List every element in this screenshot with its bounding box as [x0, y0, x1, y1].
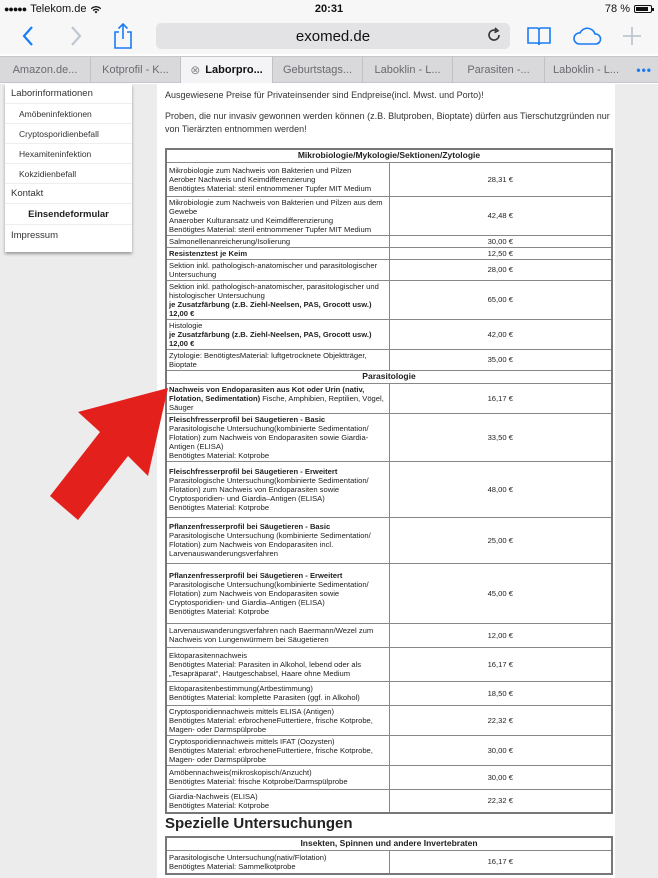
table-section-header [166, 837, 612, 850]
table-row [166, 647, 612, 681]
table-row [166, 735, 612, 765]
service-detail: Benötigtes Material: Kotprobe [169, 450, 270, 460]
service-detail: Histologie [169, 320, 203, 330]
service-description [166, 461, 389, 517]
table-row [166, 413, 612, 461]
price-cell: 16,17 € [389, 647, 612, 681]
service-detail: Parasitologische Untersuchung(nativ/Flotation) [169, 852, 327, 862]
sidebar-item-amoebeninfektionen[interactable]: Amöbeninfektionen [5, 104, 132, 124]
price-cell: 30,00 € [389, 235, 612, 247]
table-row [166, 196, 612, 235]
service-title: Resistenztest je Keim [169, 248, 248, 258]
service-description [166, 196, 389, 235]
tab-label: Amazon.de... [12, 64, 78, 76]
price-cell: 42,48 € [389, 196, 612, 235]
invertebrate-price-table [165, 836, 613, 875]
service-detail: Sektion inkl. pathologisch-anatomischer, parasitologischer und histologischer Untersuchung [169, 281, 379, 300]
tab-label: Laboklin - L... [374, 64, 441, 76]
service-detail: Aerober Nachweis und Keimdifferenzierung [169, 174, 316, 184]
service-title: Nachweis von Endoparasiten aus Kot oder Urin (nativ, Flotation, Sedimentation) [169, 384, 365, 403]
table-row [166, 623, 612, 647]
close-tab-icon[interactable]: ⊗ [190, 63, 201, 77]
battery-percent: 78 % [604, 3, 630, 15]
service-description [166, 563, 389, 623]
red-arrow-icon [44, 384, 194, 524]
new-tab-button[interactable] [620, 22, 644, 50]
sidebar-item-impressum[interactable]: Impressum [11, 230, 58, 241]
service-detail: Benötigtes Material: erbrocheneFuttertiere, frische Kotprobe, Magen- oder Darmspülprobe [169, 745, 373, 764]
service-title: Fleischfresserprofil bei Säugetieren - Basic [169, 414, 326, 424]
table-row [166, 349, 612, 370]
signal-icon: ●●●●● [4, 4, 27, 14]
sidebar-item-kontakt[interactable]: Kontakt [5, 184, 132, 204]
service-detail: Benötigtes Material: Parasiten in Alkohol, lebend oder als „Tesapräparat“, Hautgeschabsel, Haare ohne Medium [169, 659, 362, 678]
sidebar-item-kokzidienbefall[interactable]: Kokzidienbefall [5, 164, 132, 184]
tab-laborpro[interactable] [180, 57, 272, 83]
sidebar-item-cryptosporidienbefall[interactable]: Cryptosporidienbefall [5, 124, 132, 144]
sampling-note: Proben, die nur invasiv gewonnen werden können (z.B. Blutproben, Bioptate) dürfen aus Tierschutzgründen nur von Tierärzten entnommen werden! [165, 111, 610, 134]
service-title: Pflanzenfresserprofil bei Säugetieren - Erweitert [169, 570, 343, 580]
tab-label: Geburtstags... [282, 64, 353, 76]
service-extra: je Zusatzfärbung (z.B. Ziehl-Neelsen, PAS, Grocott usw.) 12,00 € [169, 299, 372, 318]
tab-laboklin-2[interactable] [544, 57, 622, 83]
price-note: Ausgewiesene Preise für Privateinsender sind Endpreise(incl. Mwst. und Porto)! [165, 90, 484, 100]
battery-icon [634, 5, 652, 13]
service-detail: Larvenauswanderungsverfahren nach Baermann/Wezel zum Nachweis von Lungenwürmern bei Säugetieren [169, 626, 374, 644]
forward-button[interactable] [64, 22, 88, 50]
service-detail: Benötigtes Material: komplette Parasiten (ggf. in Alkohol) [169, 693, 360, 702]
table-section-header [166, 370, 612, 383]
table-row [166, 162, 612, 196]
service-detail: Benötigtes Material: steril entnommener Tupfer MIT Medium [169, 183, 372, 193]
section-header-cell: Insekten, Spinnen und andere Invertebraten [166, 837, 612, 850]
clock: 20:31 [314, 3, 344, 15]
table-row [166, 517, 612, 563]
reload-icon[interactable] [486, 27, 502, 47]
price-cell: 30,00 € [389, 765, 612, 789]
table-row [166, 765, 612, 789]
service-detail: Mikrobiologie zum Nachweis von Bakterien und Pilzen aus dem Gewebe [169, 197, 383, 216]
price-cell: 35,00 € [389, 349, 612, 370]
tab-label: Kotprofil - K... [102, 64, 169, 76]
service-description [166, 319, 389, 349]
status-bar [0, 0, 658, 18]
service-description [166, 235, 389, 247]
price-cell: 16,17 € [389, 383, 612, 413]
service-detail: Amöbennachweis(mikroskopisch/Anzucht) [169, 768, 312, 777]
price-cell: 42,00 € [389, 319, 612, 349]
service-detail: Parasitologische Untersuchung(kombinierte Sedimentation/ Flotation) zum Nachweis von Endoparasiten sowie Cryptosporidien- und Giardia–Antigen (ELISA) [169, 579, 369, 607]
sidebar-item-laborinformationen[interactable]: Laborinformationen [5, 84, 132, 104]
price-cell: 12,50 € [389, 247, 612, 259]
carrier-label: Telekom.de [30, 3, 87, 15]
table-row [166, 563, 612, 623]
share-button[interactable] [110, 22, 136, 50]
service-detail: Salmonellenanreicherung/Isolierung [169, 236, 291, 246]
service-title: Fleischfresserprofil bei Säugetieren - Erweitert [169, 466, 338, 476]
service-description [166, 280, 389, 319]
plus-icon [622, 26, 642, 46]
back-button[interactable] [16, 22, 40, 50]
service-detail: Cryptosporidiennachweis mittels ELISA (Antigen) [169, 706, 335, 716]
more-tabs-icon[interactable]: ••• [636, 63, 652, 77]
service-detail: Cryptosporidiennachweis mittels IFAT (Oozysten) [169, 736, 335, 746]
table-row [166, 461, 612, 517]
bookmarks-button[interactable] [525, 22, 553, 50]
tab-geburtstags[interactable] [272, 57, 362, 83]
chevron-right-icon [69, 25, 83, 47]
sidebar-item-einsendeformular[interactable]: Einsendeformular [5, 205, 132, 225]
tab-label: Laborpro... [205, 64, 263, 76]
service-description [166, 383, 389, 413]
tab-parasiten[interactable] [452, 57, 544, 83]
browser-toolbar [0, 18, 658, 54]
service-detail: Benötigtes Material: Kotprobe [169, 800, 270, 810]
service-detail: Ektoparasitennachweis [169, 650, 248, 660]
book-icon [526, 25, 552, 47]
service-description [166, 413, 389, 461]
table-row [166, 235, 612, 247]
table-row [166, 280, 612, 319]
service-detail: Parasitologische Untersuchung(kombinierte Sedimentation/ Flotation) zum Nachweis von Endoparasiten sowie Cryptosporidien- und Giardia–Antigen (ELISA) [169, 475, 369, 503]
tab-label: Laboklin - L... [553, 64, 620, 76]
tab-label: Parasiten -... [467, 64, 530, 76]
service-extra: je Zusatzfärbung (z.B. Ziehl-Neelsen, PAS, Grocott usw.) 12,00 € [169, 329, 372, 348]
service-description [166, 789, 389, 813]
service-description [166, 705, 389, 735]
price-cell: 12,00 € [389, 623, 612, 647]
table-row [166, 789, 612, 813]
price-cell: 45,00 € [389, 563, 612, 623]
table-row [166, 247, 612, 259]
service-description [166, 623, 389, 647]
main-content [157, 84, 615, 878]
service-description [166, 765, 389, 789]
service-detail: Benötigtes Material: Kotprobe [169, 606, 270, 616]
sidebar-nav [5, 84, 132, 252]
service-detail: Giardia-Nachweis (ELISA) [169, 791, 258, 801]
service-detail: Benötigtes Material: Kotprobe [169, 502, 270, 512]
price-table [165, 148, 613, 814]
price-cell: 65,00 € [389, 280, 612, 319]
table-row [166, 705, 612, 735]
price-cell: 30,00 € [389, 735, 612, 765]
service-detail: Benötigtes Material: frische Kotprobe/Darmspülprobe [169, 777, 348, 786]
service-detail: Sektion inkl. pathologisch-anatomischer und parasitologischer Untersuchung [169, 260, 378, 279]
table-row [166, 383, 612, 413]
price-cell: 28,00 € [389, 259, 612, 280]
price-cell: 33,50 € [389, 413, 612, 461]
cloud-icon [571, 25, 603, 47]
price-cell: 22,32 € [389, 705, 612, 735]
table-row [166, 319, 612, 349]
service-detail: Ektoparasitenbestimmung(Artbestimmung) [169, 684, 313, 693]
table-row [166, 681, 612, 705]
service-description [166, 517, 389, 563]
url-text: exomed.de [295, 28, 371, 45]
section-header-cell: Parasitologie [166, 370, 612, 383]
service-detail: Benötigtes Material: erbrocheneFuttertiere, frische Kotprobe, Magen- oder Darmspülprobe [169, 715, 373, 734]
chevron-left-icon [21, 25, 35, 47]
table-section-header [166, 149, 612, 162]
service-description [166, 681, 389, 705]
service-detail: Zytologie: BenötigtesMaterial: luftgetrocknete Objektträger, Bioptate [169, 350, 367, 369]
service-description [166, 162, 389, 196]
tab-kotprofil[interactable] [90, 57, 180, 83]
service-detail: Benötigtes Material: Sammelkotprobe [169, 861, 296, 871]
service-description [166, 647, 389, 681]
service-title: Pflanzenfresserprofil bei Säugetieren - Basic [169, 522, 331, 531]
table-row [166, 850, 612, 874]
service-detail: Parasitologische Untersuchung(kombinierte Sedimentation/ Flotation) zum Nachweis von Endoparasiten sowie Giardia-Antigen (ELISA) [169, 423, 369, 451]
tab-amazon[interactable] [0, 57, 90, 83]
service-description [166, 850, 389, 874]
service-description [166, 259, 389, 280]
tab-laboklin-1[interactable] [362, 57, 452, 83]
price-cell: 22,32 € [389, 789, 612, 813]
section-heading: Spezielle Untersuchungen [165, 815, 353, 832]
price-cell: 25,00 € [389, 517, 612, 563]
price-cell: 16,17 € [389, 850, 612, 874]
price-cell: 28,31 € [389, 162, 612, 196]
sidebar-item-hexamiteninfektion[interactable]: Hexamiteninfektion [5, 144, 132, 164]
service-detail: Benötigtes Material: steril entnommener Tupfer MIT Medium [169, 224, 372, 234]
cloud-tabs-button[interactable] [570, 22, 604, 50]
share-icon [112, 23, 134, 49]
table-row [166, 259, 612, 280]
service-description [166, 735, 389, 765]
service-description [166, 349, 389, 370]
tab-bar [0, 56, 658, 83]
service-detail: Mikrobiologie zum Nachweis von Bakterien und Pilzen [169, 165, 352, 175]
address-bar[interactable] [156, 23, 510, 49]
service-description [166, 247, 389, 259]
price-cell: 18,50 € [389, 681, 612, 705]
service-detail: Parasitologische Untersuchung (kombinierte Sedimentation/ Flotation) zum Nachweis von Endoparasiten incl. Larvenauswanderungsverfahren [169, 531, 371, 558]
section-header-cell: Mikrobiologie/Mykologie/Sektionen/Zytologie [166, 149, 612, 162]
service-detail: Fische, Amphibien, Reptilien, Vögel, Säuger [169, 393, 384, 412]
service-detail: Anaerober Kulturansatz und Keimdifferenzierung [169, 215, 334, 225]
price-cell: 48,00 € [389, 461, 612, 517]
